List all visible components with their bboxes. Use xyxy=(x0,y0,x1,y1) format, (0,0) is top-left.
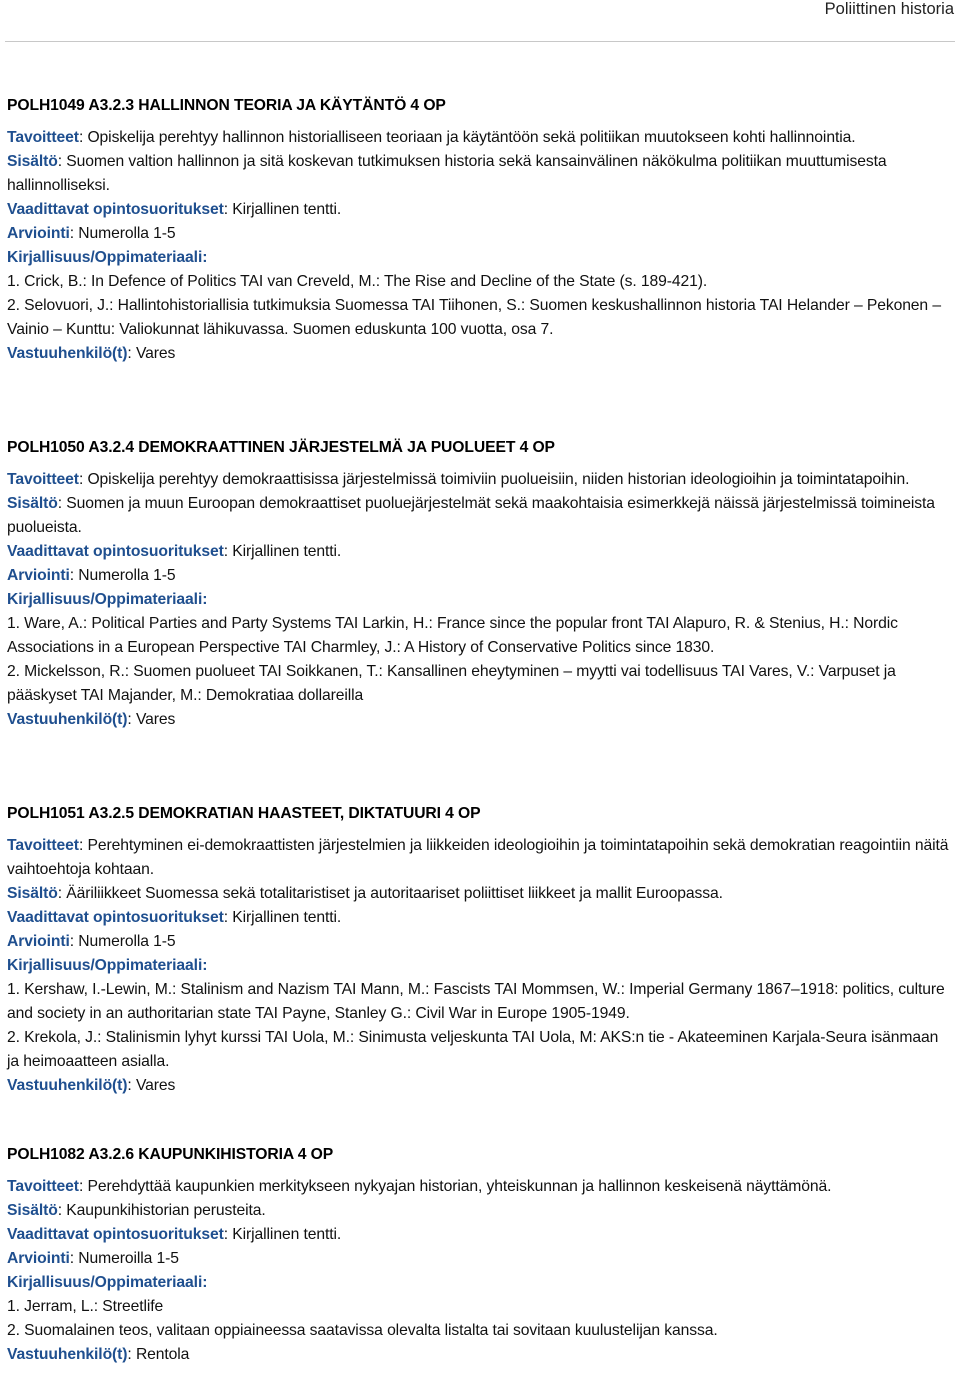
grading-label: Arviointi xyxy=(7,933,70,950)
literature-label: Kirjallisuus/Oppimateriaali: xyxy=(7,249,208,266)
requirements-label: Vaadittavat opintosuoritukset xyxy=(7,1226,224,1243)
course-content xyxy=(7,1199,950,1223)
course-responsible xyxy=(7,1343,950,1367)
responsible-text: : Vares xyxy=(127,711,176,728)
responsible-text: : Vares xyxy=(127,1077,176,1094)
grading-label: Arviointi xyxy=(7,567,70,584)
grading-label: Arviointi xyxy=(7,225,70,242)
course-responsible xyxy=(7,1074,950,1098)
course-section xyxy=(7,802,950,1098)
course-title: POLH1051 A3.2.5 DEMOKRATIAN HAASTEET, DIKTATUURI 4 OP xyxy=(7,805,481,822)
goals-text: : Perehtyminen ei-demokraattisten järjestelmien ja liikkeiden ideologioihin ja toimintatapoihin sekä demokratian reagointiin näitä vaihtoehtoja kohtaan. xyxy=(7,837,949,878)
goals-label: Tavoitteet xyxy=(7,129,79,146)
course-grading xyxy=(7,1247,950,1271)
course-goals xyxy=(7,1175,950,1199)
literature-item: 2. Suomalainen teos, valitaan oppiaineessa saatavissa olevalta listalta tai sovitaan kuulustelijan kanssa. xyxy=(7,1322,718,1339)
literature-item: 2. Selovuori, J.: Hallintohistoriallisia tutkimuksia Suomessa TAI Tiihonen, S.: Suomen keskushallinnon historia TAI Helander – Pekonen – Vainio – Kunttu: Valiokunnat lähikuvassa. Suomen eduskunta 100 vuotta, osa 7. xyxy=(7,297,941,338)
responsible-label: Vastuuhenkilö(t) xyxy=(7,1346,128,1363)
course-requirements xyxy=(7,540,950,564)
course-goals xyxy=(7,468,950,492)
literature-label: Kirjallisuus/Oppimateriaali: xyxy=(7,957,208,974)
course-section xyxy=(7,1143,950,1367)
goals-text: : Opiskelija perehtyy hallinnon historialliseen teoriaan ja käytäntöön sekä politiikan muutokseen kohti hallinnointia. xyxy=(78,129,856,146)
grading-label: Arviointi xyxy=(7,1250,70,1267)
course-content xyxy=(7,150,950,198)
course-goals xyxy=(7,834,950,882)
content-text: : Suomen valtion hallinnon ja sitä koskevan tutkimuksen historia sekä kansainvälinen näkökulma politiikan muuttumisesta hallinnolliseksi. xyxy=(7,153,887,194)
literature-label: Kirjallisuus/Oppimateriaali: xyxy=(7,591,208,608)
responsible-label: Vastuuhenkilö(t) xyxy=(7,711,128,728)
responsible-label: Vastuuhenkilö(t) xyxy=(7,345,128,362)
content-label: Sisältö xyxy=(7,153,58,170)
grading-text: : Numerolla 1-5 xyxy=(69,225,176,242)
course-responsible xyxy=(7,342,950,366)
course-grading xyxy=(7,222,950,246)
literature-item: 1. Kershaw, I.-Lewin, M.: Stalinism and Nazism TAI Mann, M.: Fascists TAI Mommsen, W.: Imperial Germany 1867–1918: politics, culture and society in an authoritarian state TAI Payne, Stanley G.: Civil War in Europe 1905-1949. xyxy=(7,981,945,1022)
grading-text: : Numerolla 1-5 xyxy=(69,933,176,950)
literature-label: Kirjallisuus/Oppimateriaali: xyxy=(7,1274,208,1291)
content-label: Sisältö xyxy=(7,1202,58,1219)
goals-label: Tavoitteet xyxy=(7,471,79,488)
literature-item: 1. Ware, A.: Political Parties and Party Systems TAI Larkin, H.: France since the popular front TAI Alapuro, R. & Stenius, H.: Nordic Associations in a European Perspective TAI Charmley, J.: A History of Conservative Politics since 1830. xyxy=(7,615,898,656)
course-requirements xyxy=(7,1223,950,1247)
requirements-text: : Kirjallinen tentti. xyxy=(223,1226,342,1243)
header-divider xyxy=(5,41,955,42)
page-header-title: Poliittinen historia xyxy=(824,0,954,18)
goals-text: : Opiskelija perehtyy demokraattisissa järjestelmissä toimiviin puolueisiin, niiden historian ideologioihin ja toimintatapoihin. xyxy=(78,471,910,488)
grading-text: : Numerolla 1-5 xyxy=(69,567,176,584)
grading-text: : Numeroilla 1-5 xyxy=(69,1250,179,1267)
requirements-text: : Kirjallinen tentti. xyxy=(223,201,342,218)
course-title: POLH1050 A3.2.4 DEMOKRAATTINEN JÄRJESTELMÄ JA PUOLUEET 4 OP xyxy=(7,439,555,456)
course-requirements xyxy=(7,198,950,222)
responsible-label: Vastuuhenkilö(t) xyxy=(7,1077,128,1094)
content-label: Sisältö xyxy=(7,495,58,512)
requirements-label: Vaadittavat opintosuoritukset xyxy=(7,201,224,218)
content-label: Sisältö xyxy=(7,885,58,902)
course-goals xyxy=(7,126,950,150)
content-text: : Kaupunkihistorian perusteita. xyxy=(57,1202,266,1219)
course-content xyxy=(7,882,950,906)
goals-label: Tavoitteet xyxy=(7,1178,79,1195)
course-grading xyxy=(7,564,950,588)
requirements-text: : Kirjallinen tentti. xyxy=(223,543,342,560)
goals-label: Tavoitteet xyxy=(7,837,79,854)
requirements-label: Vaadittavat opintosuoritukset xyxy=(7,909,224,926)
course-grading xyxy=(7,930,950,954)
literature-item: 1. Crick, B.: In Defence of Politics TAI van Creveld, M.: The Rise and Decline of the State (s. 189-421). xyxy=(7,273,708,290)
content-text: : Ääriliikkeet Suomessa sekä totalitaristiset ja autoritaariset poliittiset liikkeet ja mallit Euroopassa. xyxy=(57,885,723,902)
course-requirements xyxy=(7,906,950,930)
course-section xyxy=(7,436,950,732)
course-content xyxy=(7,492,950,540)
course-section xyxy=(7,94,950,366)
content-text: : Suomen ja muun Euroopan demokraattiset puoluejärjestelmät sekä maakohtaisia esimerkkejä näissä järjestelmissä toimineista puolueista. xyxy=(7,495,935,536)
literature-item: 1. Jerram, L.: Streetlife xyxy=(7,1298,164,1315)
goals-text: : Perehdyttää kaupunkien merkitykseen nykyajan historian, yhteiskunnan ja hallinnon keskeisenä näyttämönä. xyxy=(78,1178,832,1195)
literature-item: 2. Krekola, J.: Stalinismin lyhyt kurssi TAI Uola, M.: Sinimusta veljeskunta TAI Uola, M: AKS:n tie - Akateeminen Karjala-Seura isänmaan ja heimoaatteen asialla. xyxy=(7,1029,939,1070)
course-title: POLH1082 A3.2.6 KAUPUNKIHISTORIA 4 OP xyxy=(7,1146,334,1163)
requirements-text: : Kirjallinen tentti. xyxy=(223,909,342,926)
requirements-label: Vaadittavat opintosuoritukset xyxy=(7,543,224,560)
responsible-text: : Vares xyxy=(127,345,176,362)
course-title: POLH1049 A3.2.3 HALLINNON TEORIA JA KÄYTÄNTÖ 4 OP xyxy=(7,97,446,114)
responsible-text: : Rentola xyxy=(127,1346,190,1363)
literature-item: 2. Mickelsson, R.: Suomen puolueet TAI Soikkanen, T.: Kansallinen eheytyminen – myytti vai todellisuus TAI Vares, V.: Varpuset ja pääskyset TAI Majander, M.: Demokratiaa dollareilla xyxy=(7,663,896,704)
course-responsible xyxy=(7,708,950,732)
